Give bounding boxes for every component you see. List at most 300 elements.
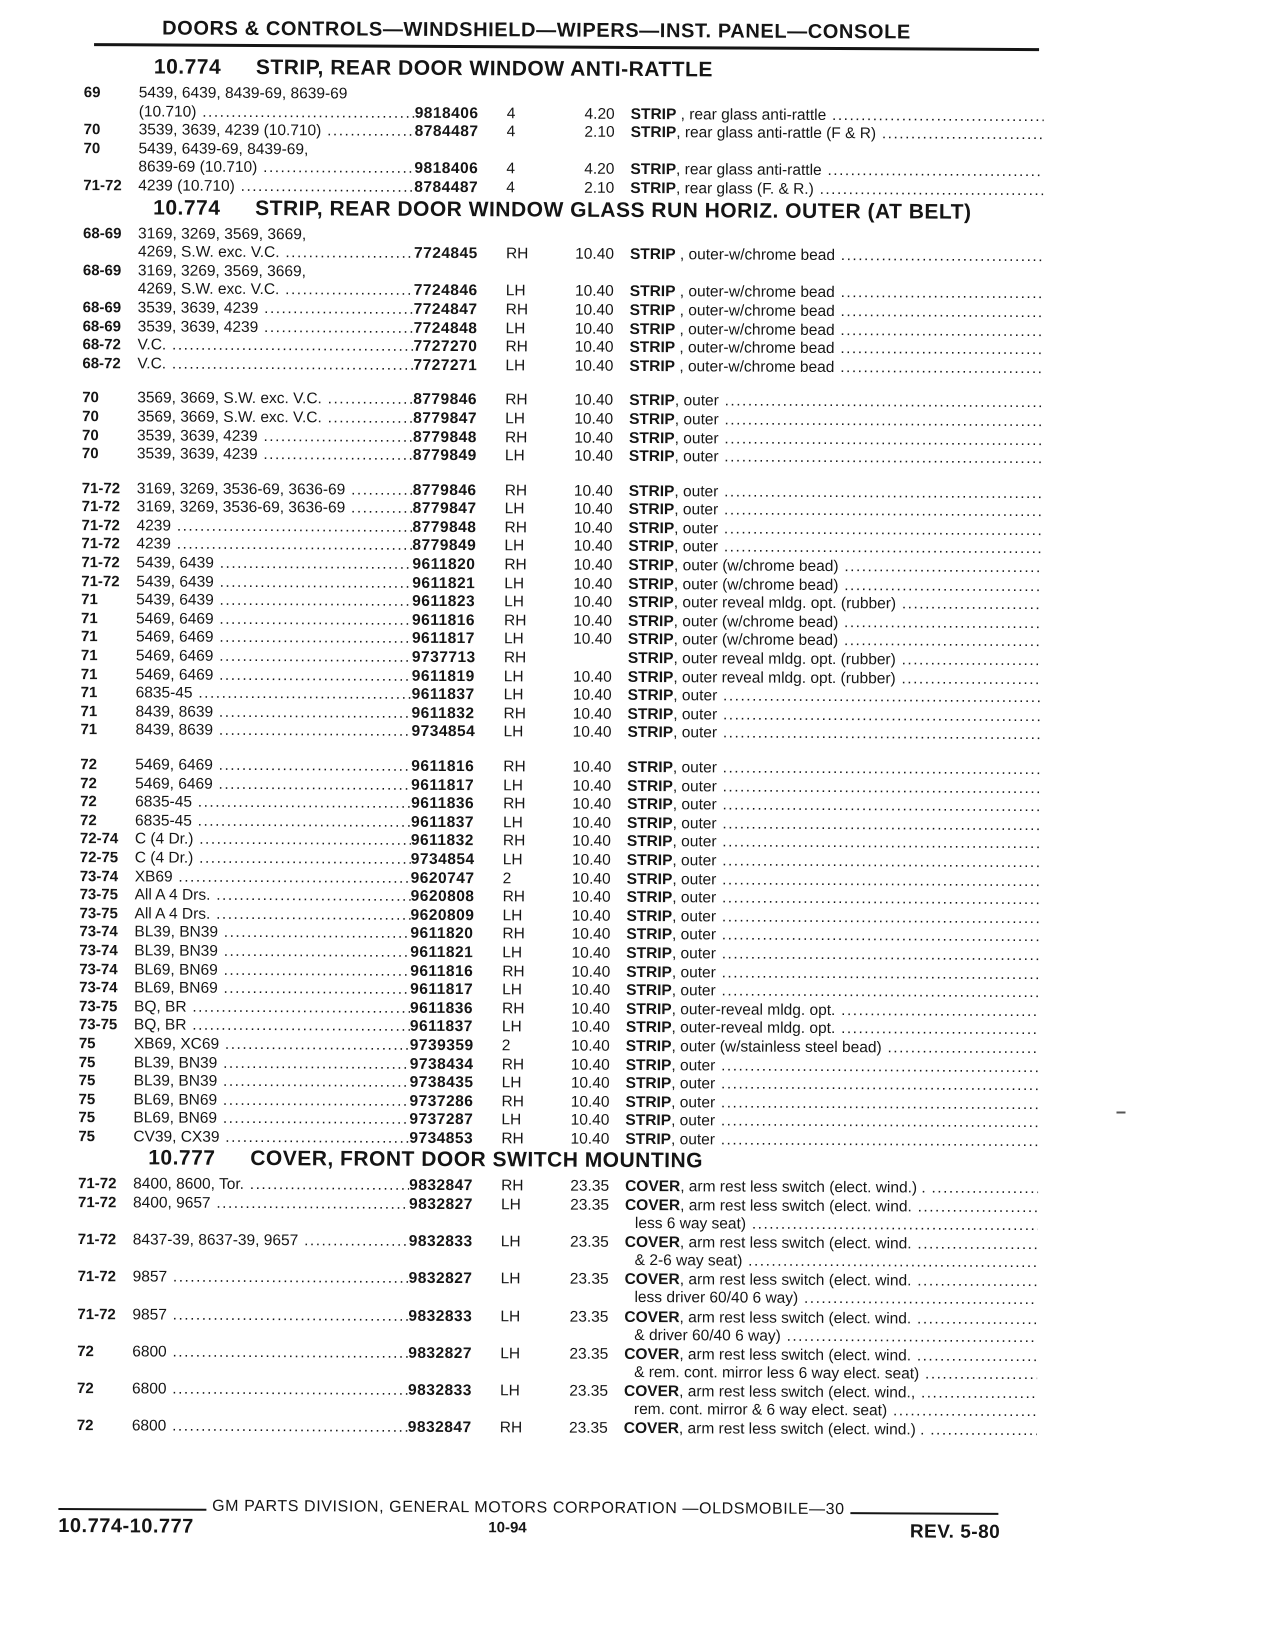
description-line [628, 520, 1041, 540]
model-year: 71-72 [82, 480, 137, 498]
part-description [628, 631, 1041, 651]
model-year: 68-72 [82, 336, 137, 354]
part-number: 9734854 [411, 851, 499, 869]
description-line [625, 1271, 1038, 1291]
quantity-side: LH [499, 814, 549, 832]
description-line [626, 1075, 1039, 1095]
description-line [627, 796, 1040, 816]
part-description [629, 358, 1042, 378]
model-year: 71 [81, 591, 136, 609]
model-year: 71 [81, 629, 136, 647]
part-name: STRIP [628, 576, 674, 593]
part-name: COVER [625, 1178, 680, 1195]
model-year: 73-75 [79, 1016, 134, 1034]
page-header [94, 15, 1039, 51]
part-name: COVER [624, 1346, 679, 1363]
price: 10.40 [550, 631, 628, 649]
quantity-side: LH [499, 777, 549, 795]
model-year: 68-69 [83, 318, 138, 336]
description-line [630, 180, 1043, 200]
part-number: 8779847 [413, 410, 501, 428]
part-number: 8779846 [413, 391, 501, 409]
model-numbers: V.C. ..... [137, 336, 413, 355]
model-year: 72 [77, 1343, 132, 1361]
model-numbers: 8437-39, 8637-39, 9657 ..... [133, 1232, 409, 1251]
price: 10.40 [547, 1130, 625, 1148]
price: 10.40 [551, 339, 629, 357]
model-year: 68-69 [83, 262, 138, 280]
description-text: , arm rest less switch (elect. wind. [680, 1197, 912, 1215]
part-description [625, 1197, 1038, 1235]
description-text: , rear glass anti-rattle [676, 162, 822, 180]
quantity-side: LH [497, 1234, 547, 1252]
part-description [629, 339, 1042, 359]
part-description [626, 926, 1039, 946]
description-line [626, 1019, 1039, 1039]
description-line [626, 1038, 1039, 1058]
part-name: STRIP [627, 889, 673, 906]
model-numbers: 3169, 3269, 3569, 3669, [138, 262, 414, 281]
model-numbers: 5439, 6439, 8439-69, 8639-69 [139, 84, 415, 103]
part-name: STRIP [629, 483, 675, 500]
model-year: 70 [82, 408, 137, 426]
part-description [624, 1346, 1037, 1384]
description-text: , outer [675, 448, 719, 465]
price: 23.35 [546, 1345, 624, 1363]
part-number: 9737713 [412, 649, 500, 667]
description-text: , outer (w/chrome bead) [674, 613, 839, 631]
price: 10.40 [549, 889, 627, 907]
description-text: , outer [674, 520, 718, 537]
section-title: COVER, FRONT DOOR SWITCH MOUNTING [250, 1147, 703, 1173]
part-name: STRIP [626, 1038, 672, 1055]
part-number: 9737287 [409, 1111, 497, 1129]
part-name: COVER [624, 1420, 679, 1437]
quantity-side: RH [501, 392, 551, 410]
price: 10.40 [549, 724, 627, 742]
model-numbers: BQ, BR ..... [134, 998, 410, 1017]
part-description [627, 796, 1040, 816]
quantity-side: LH [498, 944, 548, 962]
model-numbers: 8400, 9657 ..... [133, 1194, 409, 1213]
model-numbers: 6800 ..... [132, 1343, 408, 1362]
footer-rule-left [58, 1508, 206, 1511]
price: 23.35 [546, 1420, 624, 1438]
part-description [624, 1420, 1037, 1440]
part-number: 9739359 [410, 1037, 498, 1055]
description-text: , outer-reveal mldg. opt. [672, 1001, 836, 1019]
section-number: 10.774 [154, 55, 256, 80]
model-year: 71-72 [81, 554, 136, 572]
part-name: COVER [624, 1383, 679, 1400]
quantity-side: RH [501, 482, 551, 500]
part-number: 9611823 [412, 593, 500, 611]
quantity-side: LH [500, 631, 550, 649]
part-description [626, 982, 1039, 1002]
description-line [631, 124, 1044, 144]
part-description [627, 778, 1040, 798]
part-number: 8779848 [413, 428, 501, 446]
description-line [628, 613, 1041, 633]
price: 10.40 [551, 392, 629, 410]
part-description [631, 106, 1044, 126]
part-description [628, 706, 1041, 726]
description-text: , outer [672, 927, 716, 944]
part-name: STRIP [629, 339, 675, 356]
part-description [628, 576, 1041, 596]
price: 23.35 [547, 1178, 625, 1196]
description-line [625, 1131, 1038, 1151]
price: 23.35 [547, 1197, 625, 1215]
part-number: 9738435 [410, 1074, 498, 1092]
description-line [628, 557, 1041, 577]
part-name: STRIP [626, 963, 672, 980]
price: 10.40 [549, 870, 627, 888]
model-year: 72-75 [80, 849, 135, 867]
part-number: 9734853 [409, 1130, 497, 1148]
part-name: STRIP [629, 429, 675, 446]
parts-row [77, 1380, 1037, 1422]
part-description [625, 1234, 1038, 1272]
part-description [628, 613, 1041, 633]
parts-row [77, 1417, 1037, 1441]
quantity-side: 2 [498, 1037, 548, 1055]
part-number: 9737286 [409, 1092, 497, 1110]
part-name: STRIP [628, 706, 674, 723]
description-text: , outer [673, 687, 717, 704]
description-text: , outer-w/chrome bead [675, 321, 834, 339]
quantity-side: RH [500, 612, 550, 630]
description-line [625, 1234, 1038, 1254]
description-line [627, 815, 1040, 835]
description-line [630, 246, 1043, 266]
part-name: STRIP [626, 926, 672, 943]
model-numbers: 8439, 8639 ..... [135, 722, 411, 741]
part-name: STRIP [628, 613, 674, 630]
part-description [629, 501, 1042, 521]
price: 4.20 [552, 161, 630, 179]
model-numbers: C (4 Dr.) ..... [135, 849, 411, 868]
part-number: 9832847 [409, 1177, 497, 1195]
quantity-side: LH [501, 410, 551, 428]
model-numbers: 5469, 6469 ..... [136, 647, 412, 666]
part-number: 9611821 [410, 944, 498, 962]
price: 10.40 [547, 1093, 625, 1111]
model-numbers: 5439, 6439 ..... [136, 573, 412, 592]
part-description [628, 669, 1041, 689]
model-year: 72 [80, 775, 135, 793]
price: 4.20 [553, 105, 631, 123]
quantity-side: LH [497, 1196, 547, 1214]
part-description [626, 1001, 1039, 1021]
price: 10.40 [550, 575, 628, 593]
model-year: 72 [77, 1380, 132, 1398]
model-year: 72 [80, 793, 135, 811]
description-text: , rear glass anti-rattle (F & R) [676, 124, 876, 142]
quantity-side: LH [498, 981, 548, 999]
description-line [629, 429, 1042, 449]
description-text: , outer-w/chrome bead [675, 358, 834, 376]
model-numbers: 8439, 8639 ..... [136, 703, 412, 722]
quantity-side: LH [496, 1345, 546, 1363]
description-line [629, 483, 1042, 503]
part-name: STRIP [631, 124, 677, 141]
parts-row [82, 445, 1042, 469]
quantity-side: RH [500, 519, 550, 537]
part-number: 9832833 [408, 1307, 496, 1325]
parts-row [77, 1343, 1037, 1385]
part-name: STRIP [629, 392, 675, 409]
description-text: , outer reveal mldg. opt. (rubber) [673, 669, 895, 687]
page-title: DOORS & CONTROLS—WINDSHIELD—WIPERS—INST. PANEL—CONSOLE [94, 15, 1039, 46]
part-description [630, 302, 1043, 322]
model-year: 70 [82, 445, 137, 463]
price: 2.10 [552, 180, 630, 198]
part-name: STRIP [630, 161, 676, 178]
part-name: STRIP [626, 945, 672, 962]
price: 10.40 [548, 1075, 626, 1093]
part-number: 8779849 [413, 447, 501, 465]
description-line [626, 982, 1039, 1002]
description-text: , outer [675, 430, 719, 447]
description-text: , outer reveal mldg. opt. (rubber) [673, 650, 895, 668]
quantity-side: RH [498, 926, 548, 944]
model-year: 71-72 [77, 1306, 132, 1324]
description-text: , outer reveal mldg. opt. (rubber) [674, 594, 896, 612]
section-title: STRIP, REAR DOOR WINDOW GLASS RUN HORIZ. OUTER (AT BELT) [255, 197, 971, 225]
model-numbers: V.C. ..... [137, 355, 413, 374]
quantity-side: LH [501, 501, 551, 519]
part-name: STRIP [629, 448, 675, 465]
part-number: 7724846 [414, 282, 502, 300]
price: 10.40 [549, 759, 627, 777]
description-text: , arm rest less switch (elect. wind. [680, 1234, 912, 1252]
description-line [628, 650, 1041, 670]
model-year: 72 [77, 1417, 132, 1435]
footer-bottom-line [58, 1515, 998, 1550]
part-number: 9611837 [412, 686, 500, 704]
description-continuation: rem. cont. mirror & 6 way elect. seat) ..... [624, 1401, 1037, 1421]
model-numbers: 5439, 6439-69, 8439-69, [138, 140, 414, 159]
part-description [630, 283, 1043, 303]
description-text: , outer-reveal mldg. opt. [672, 1019, 836, 1037]
quantity-side: LH [501, 447, 551, 465]
description-continuation: & driver 60/40 6 way) ..... [624, 1327, 1037, 1347]
part-name: STRIP [627, 796, 673, 813]
price: 10.40 [550, 705, 628, 723]
part-name: STRIP [631, 106, 677, 123]
model-year: 75 [79, 1054, 134, 1072]
part-name: STRIP [628, 594, 674, 611]
description-text: , outer [672, 908, 716, 925]
model-year: 73-74 [79, 923, 134, 941]
part-description [630, 161, 1043, 181]
quantity-side: RH [498, 963, 548, 981]
part-description [626, 1019, 1039, 1039]
model-numbers: 5439, 6439 ..... [136, 554, 412, 573]
model-numbers: 6835-45 ..... [136, 685, 412, 704]
description-line [624, 1383, 1037, 1403]
quantity-side: RH [497, 1130, 547, 1148]
model-numbers: XB69 ..... [135, 868, 411, 887]
part-description [626, 963, 1039, 983]
price: 10.40 [552, 283, 630, 301]
model-year: 73-75 [80, 886, 135, 904]
model-year: 73-75 [79, 905, 134, 923]
part-number: 8779847 [413, 500, 501, 518]
price: 10.40 [549, 851, 627, 869]
price: 10.40 [550, 538, 628, 556]
description-line [627, 833, 1040, 853]
model-numbers: 3539, 3639, 4239 ..... [138, 318, 414, 337]
model-year: 72 [80, 756, 135, 774]
section-number: 10.774 [153, 196, 255, 221]
description-text: , outer [673, 796, 717, 813]
part-description [626, 1056, 1039, 1076]
part-number: 9734854 [411, 723, 499, 741]
description-continuation: less driver 60/40 6 way) ..... [624, 1289, 1037, 1309]
part-name: COVER [625, 1234, 680, 1251]
model-numbers: BL69, BN69 ..... [134, 961, 410, 980]
model-year: 71-72 [81, 573, 136, 591]
part-name: STRIP [628, 557, 674, 574]
part-number: 8779846 [413, 481, 501, 499]
part-number: 8784487 [415, 123, 503, 141]
model-numbers: XB69, XC69 ..... [134, 1035, 410, 1054]
part-description [629, 392, 1042, 412]
price: 10.40 [550, 594, 628, 612]
model-year: 73-74 [79, 979, 134, 997]
part-number: 9611832 [412, 705, 500, 723]
quantity-side: LH [500, 668, 550, 686]
model-numbers: All A 4 Drs. ..... [135, 887, 411, 906]
part-description [625, 1131, 1038, 1151]
model-numbers: 8400, 8600, Tor. ..... [133, 1176, 409, 1195]
part-number: 9611816 [411, 758, 499, 776]
model-year: 71 [81, 647, 136, 665]
part-name: COVER [625, 1197, 680, 1214]
scan-mark [1116, 1111, 1125, 1113]
part-name: STRIP [630, 320, 676, 337]
part-description [626, 1038, 1039, 1058]
description-text: , arm rest less switch (elect. wind. [680, 1272, 912, 1290]
part-description [625, 1094, 1038, 1114]
description-line [628, 576, 1041, 596]
part-number: 9832833 [408, 1382, 496, 1400]
quantity-side: 2 [499, 870, 549, 888]
description-text: , outer (w/chrome bead) [674, 557, 839, 575]
description-text: , outer [671, 1057, 715, 1074]
model-numbers: 4269, S.W. exc. V.C. ..... [138, 281, 414, 300]
part-name: STRIP [626, 982, 672, 999]
parts-row [77, 1306, 1037, 1348]
description-text: , outer [672, 871, 716, 888]
model-year: 71 [81, 684, 136, 702]
part-description [630, 320, 1043, 340]
model-numbers: (10.710) ..... [139, 103, 415, 122]
model-year: 69 [84, 84, 139, 102]
description-text: , outer (w/chrome bead) [674, 576, 839, 594]
part-description [625, 1112, 1038, 1132]
description-continuation: less 6 way seat) ..... [625, 1215, 1038, 1235]
description-line [629, 358, 1042, 378]
parts-row [77, 1268, 1037, 1310]
part-name: STRIP [626, 908, 672, 925]
parts-row [82, 355, 1042, 379]
description-text: , outer-w/chrome bead [675, 339, 834, 357]
part-number: 9818406 [414, 160, 502, 178]
quantity-side: RH [498, 1056, 548, 1074]
part-name: STRIP [626, 1075, 672, 1092]
description-text: , outer [671, 1131, 715, 1148]
model-numbers: BL69, BN69 ..... [134, 979, 410, 998]
part-number: 8779848 [412, 519, 500, 537]
quantity-side: RH [502, 301, 552, 319]
model-numbers: 5469, 6469 ..... [135, 775, 411, 794]
model-numbers: All A 4 Drs. ..... [134, 905, 410, 924]
description-line [626, 1001, 1039, 1021]
quantity-side: LH [499, 851, 549, 869]
quantity-side: RH [500, 705, 550, 723]
quantity-side: RH [502, 245, 552, 263]
part-description [627, 852, 1040, 872]
model-numbers: 5469, 6469 ..... [136, 629, 412, 648]
quantity-side: RH [499, 795, 549, 813]
model-year: 71-72 [83, 177, 138, 195]
model-year: 70 [84, 121, 139, 139]
model-numbers: 5439, 6439 ..... [136, 592, 412, 611]
part-description [630, 180, 1043, 200]
part-name: STRIP [627, 870, 673, 887]
description-text: , outer [674, 483, 718, 500]
description-text: , outer [673, 815, 717, 832]
description-text: , arm rest less switch (elect. wind.) . [679, 1420, 925, 1438]
model-numbers: 3169, 3269, 3536-69, 3636-69 ..... [137, 480, 413, 499]
quantity-side: LH [498, 1074, 548, 1092]
part-description [627, 759, 1040, 779]
price: 10.40 [548, 963, 626, 981]
description-line [630, 320, 1043, 340]
quantity-side: RH [500, 649, 550, 667]
description-line [628, 669, 1041, 689]
price: 10.40 [549, 833, 627, 851]
model-numbers: 6835-45 ..... [135, 812, 411, 831]
price: 23.35 [546, 1383, 624, 1401]
part-name: STRIP [627, 778, 673, 795]
model-numbers: 9857 ..... [132, 1306, 408, 1325]
model-year: 75 [78, 1128, 133, 1146]
model-year: 71 [81, 703, 136, 721]
part-description [628, 594, 1041, 614]
price: 10.40 [550, 557, 628, 575]
description-continuation: & 2-6 way seat) ..... [625, 1252, 1038, 1272]
quantity-side: LH [496, 1308, 546, 1326]
quantity-side: LH [500, 594, 550, 612]
part-number: 7724848 [414, 319, 502, 337]
quantity-side: RH [498, 1000, 548, 1018]
quantity-side: 4 [503, 105, 553, 123]
part-number: 9611837 [410, 1018, 498, 1036]
model-numbers: 6835-45 ..... [135, 794, 411, 813]
model-numbers: 4239 ..... [136, 536, 412, 555]
description-line [624, 1309, 1037, 1329]
model-numbers: 4269, S.W. exc. V.C. ..... [138, 244, 414, 263]
price: 10.40 [551, 357, 629, 375]
model-numbers: 6800 ..... [132, 1380, 408, 1399]
part-name: STRIP [627, 724, 673, 741]
description-text: , outer [672, 889, 716, 906]
description-text: , arm rest less switch (elect. wind., [679, 1383, 915, 1401]
